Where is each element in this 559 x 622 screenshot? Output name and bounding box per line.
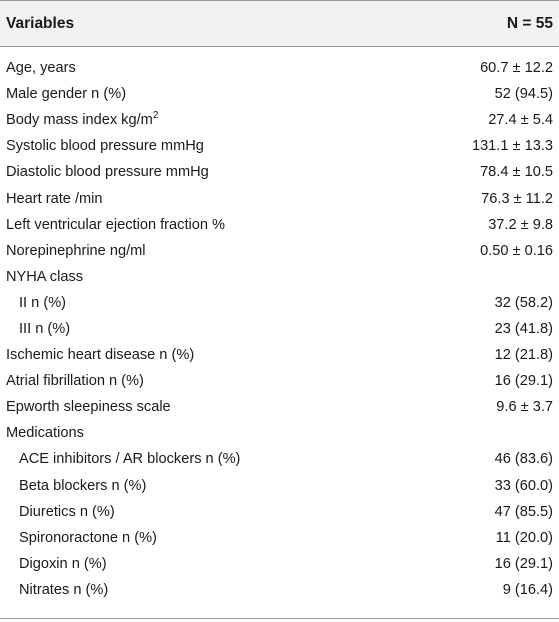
row-label <box>0 451 495 467</box>
row-label <box>0 86 495 102</box>
table-row <box>0 368 559 394</box>
row-value: 46 (83.6) <box>494 451 553 468</box>
header-n: N = 55 <box>506 14 553 32</box>
table-row <box>0 394 559 420</box>
row-label <box>0 217 488 233</box>
row-value: 9 (16.4) <box>502 581 553 598</box>
table-body <box>0 47 559 603</box>
row-label-text: Epworth sleepiness scale <box>6 399 171 416</box>
table-row <box>0 264 559 290</box>
row-label-text: Atrial fibrillation n (%) <box>6 373 144 390</box>
table-header <box>0 0 559 47</box>
table-row <box>0 107 559 133</box>
table-row <box>0 446 559 472</box>
row-value: 12 (21.8) <box>494 347 553 364</box>
row-label-text: II n (%) <box>19 294 67 311</box>
table-row <box>0 185 559 211</box>
row-label-text: Age, years <box>6 60 76 77</box>
row-value: 16 (29.1) <box>494 555 553 572</box>
table-row <box>0 212 559 238</box>
row-label-text: Norepinephrine ng/ml <box>6 242 146 259</box>
row-label-superscript: 2 <box>152 110 159 122</box>
table-row <box>0 342 559 368</box>
row-label <box>0 373 495 389</box>
row-label-text: Nitrates n (%) <box>19 581 109 598</box>
table-row <box>0 81 559 107</box>
row-label <box>0 582 503 598</box>
row-value: 16 (29.1) <box>494 373 553 390</box>
row-label <box>0 347 495 363</box>
table-row <box>0 290 559 316</box>
row-label-text: ACE inhibitors / AR blockers n (%) <box>19 451 241 468</box>
row-value: 52 (94.5) <box>494 86 553 103</box>
table-row <box>0 133 559 159</box>
row-label <box>0 191 481 207</box>
row-value: 60.7 ± 12.2 <box>480 60 553 77</box>
row-label-text: III n (%) <box>19 320 71 337</box>
table-row <box>0 420 559 446</box>
row-value: 9.6 ± 3.7 <box>496 399 553 416</box>
row-value: 78.4 ± 10.5 <box>480 164 553 181</box>
row-label <box>0 399 496 415</box>
row-value: 11 (20.0) <box>495 529 553 546</box>
row-label-text: Diastolic blood pressure mmHg <box>6 164 209 181</box>
table-row <box>0 525 559 551</box>
row-label <box>0 530 496 546</box>
row-label-text: Digoxin n (%) <box>19 555 107 572</box>
row-label <box>0 478 495 494</box>
row-value: 76.3 ± 11.2 <box>481 190 553 207</box>
row-label <box>0 60 480 76</box>
row-label-text: Body mass index kg/m <box>6 112 153 129</box>
row-label-text: Ischemic heart disease n (%) <box>6 347 195 364</box>
row-label <box>0 269 553 285</box>
row-value: 27.4 ± 5.4 <box>488 112 553 129</box>
row-label <box>0 243 480 259</box>
row-label <box>0 138 472 154</box>
row-value: 47 (85.5) <box>494 503 553 520</box>
row-value: 32 (58.2) <box>494 294 553 311</box>
row-label-text: Male gender n (%) <box>6 86 127 103</box>
row-label-text: Systolic blood pressure mmHg <box>6 138 204 155</box>
table-row <box>0 159 559 185</box>
row-value: 37.2 ± 9.8 <box>488 216 553 233</box>
row-label <box>0 425 553 441</box>
header-variables: Variables <box>6 14 75 32</box>
row-label <box>0 164 480 180</box>
row-label-text: Diuretics n (%) <box>19 503 115 520</box>
table-row <box>0 473 559 499</box>
row-label-text: Heart rate /min <box>6 190 103 207</box>
row-label <box>0 295 495 311</box>
table-row <box>0 577 559 603</box>
table-row <box>0 316 559 342</box>
row-label-text: NYHA class <box>6 268 84 285</box>
row-label <box>0 112 488 128</box>
row-value: 33 (60.0) <box>494 477 553 494</box>
row-label-text: Left ventricular ejection fraction % <box>6 216 226 233</box>
row-label <box>0 504 495 520</box>
table-row <box>0 238 559 264</box>
row-label <box>0 556 495 572</box>
table-row <box>0 499 559 525</box>
table-row <box>0 55 559 81</box>
row-label <box>0 321 495 337</box>
row-label-text: Beta blockers n (%) <box>19 477 147 494</box>
row-value: 0.50 ± 0.16 <box>480 242 553 259</box>
row-label-text: Medications <box>6 425 84 442</box>
table-row <box>0 551 559 577</box>
table-bottom-rule <box>0 618 559 619</box>
row-value: 131.1 ± 13.3 <box>471 138 553 155</box>
row-value: 23 (41.8) <box>494 320 553 337</box>
row-label-text: Spironoractone n (%) <box>19 529 157 546</box>
